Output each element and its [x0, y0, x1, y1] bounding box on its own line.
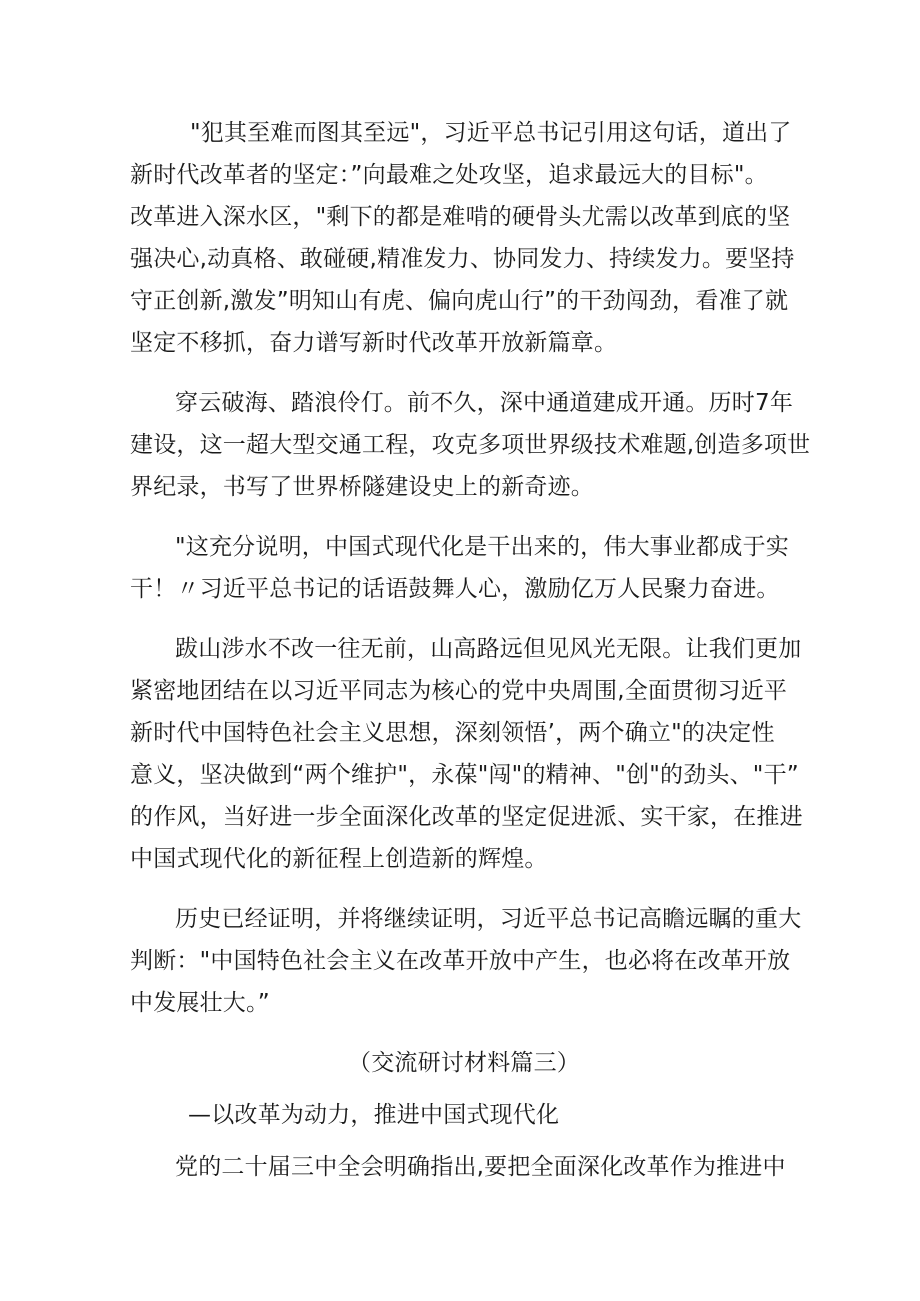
text-line: 的作风，当好进一步全面深化改革的坚定促进派、实干家，在推进 — [130, 804, 803, 830]
section-subtitle: —以改革为动力，推进中国式现代化 — [188, 1102, 560, 1128]
text-line: 界纪录，书写了世界桥隧建设史上的新奇迹。 — [130, 474, 594, 500]
text-line: 中发展壮大。” — [130, 990, 270, 1016]
text-line: 穿云破海、踏浪伶仃。前不久，深中通道建成开通。历时7年 — [175, 390, 794, 416]
text-line: 新时代中国特色社会主义思想，深刻领悟’，两个确立"的决定性 — [130, 720, 775, 746]
text-line: 新时代改革者的坚定：”向最难之处攻坚，追求最远大的目标"。 — [130, 162, 768, 188]
text-line: 守正创新,激发”明知山有虎、偏向虎山行”的干劲闯劲，看准了就 — [130, 288, 789, 314]
text-line: 建设，这一超大型交通工程，攻克多项世界级技术难题,创造多项世 — [130, 432, 811, 458]
text-line: 跋山涉水不改一往无前，山高路远但见风光无限。让我们更加 — [175, 636, 802, 662]
text-line: 干！〃习近平总书记的话语鼓舞人心，激励亿万人民聚力奋进。 — [130, 576, 780, 602]
text-line: "犯其至难而图其至远"，习近平总书记引用这句话，道出了 — [190, 120, 792, 146]
text-line: 意义，坚决做到“两个维护"，永葆"闯"的精神、"创"的劲头、"干” — [130, 762, 799, 788]
text-line: "这充分说明，中国式现代化是干出来的，伟大事业都成于实 — [175, 534, 789, 560]
text-line: 判断："中国特色社会主义在改革开放中产生，也必将在改革开放 — [130, 948, 791, 974]
text-line: 改革进入深水区，"剩下的都是难啃的硬骨头尤需以改革到底的坚 — [130, 204, 791, 230]
section-heading: （交流研讨材料篇三） — [348, 1050, 580, 1076]
text-line: 历史已经证明，并将继续证明，习近平总书记高瞻远瞩的重大 — [175, 906, 802, 932]
text-line: 坚定不移抓，奋力谱写新时代改革开放新篇章。 — [130, 330, 618, 356]
text-line: 中国式现代化的新征程上创造新的辉煌。 — [130, 846, 548, 872]
text-line: 强决心,动真格、敢碰硬,精准发力、协同发力、持续发力。要坚持 — [130, 246, 795, 272]
text-line: 紧密地团结在以习近平同志为核心的党中央周围,全面贯彻习近平 — [130, 678, 788, 704]
text-line: 党的二十届三中全会明确指出,要把全面深化改革作为推进中 — [175, 1154, 786, 1180]
